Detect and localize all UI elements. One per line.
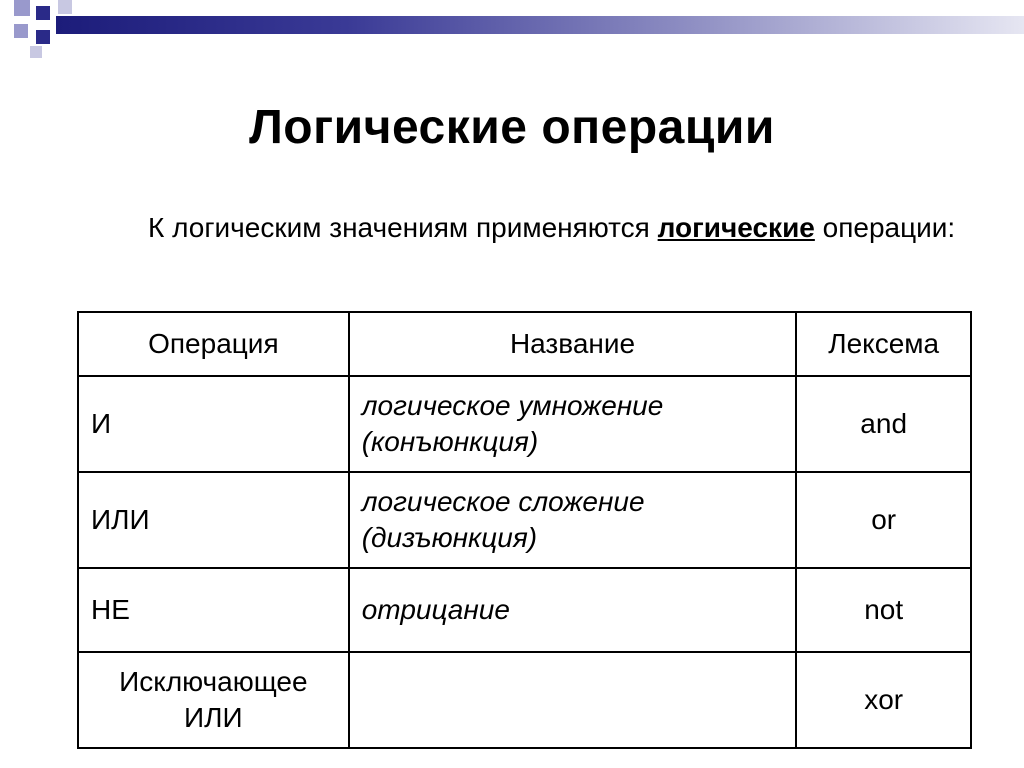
- operation-cell: ИЛИ: [78, 472, 349, 568]
- intro-text: К логическим значениям применяются: [148, 212, 658, 243]
- name-cell: [349, 376, 797, 472]
- intro-text-end: операции:: [814, 212, 956, 243]
- header-operation: Операция: [78, 312, 349, 376]
- deco-square-icon: [36, 30, 50, 44]
- table-header-row: [78, 312, 971, 376]
- intro-emphasis: логические: [657, 212, 815, 243]
- name-line: (конъюнкция): [361, 426, 539, 457]
- lexeme-cell: or: [796, 472, 971, 568]
- name-cell: [349, 652, 797, 748]
- name-cell: [349, 472, 797, 568]
- table-row: [78, 472, 971, 568]
- header-lexeme: Лексема: [796, 312, 971, 376]
- deco-square-icon: [14, 24, 28, 38]
- slide-title: Логические операции: [249, 101, 775, 154]
- operations-table: [77, 311, 972, 749]
- name-line: логическое сложение: [361, 486, 645, 517]
- header-name: Название: [349, 312, 797, 376]
- lexeme-cell: xor: [796, 652, 971, 748]
- name-line: логическое умножение: [361, 390, 664, 421]
- deco-square-icon: [36, 6, 50, 20]
- operation-cell: И: [78, 376, 349, 472]
- table-row: [78, 652, 971, 748]
- name-cell: отрицание: [349, 568, 797, 652]
- table-row: [78, 568, 971, 652]
- deco-square-icon: [14, 0, 30, 16]
- table-row: [78, 376, 971, 472]
- lexeme-cell: not: [796, 568, 971, 652]
- deco-square-icon: [30, 46, 42, 58]
- lexeme-cell: and: [796, 376, 971, 472]
- operation-line: ИЛИ: [184, 702, 243, 733]
- operation-line: Исключающее: [119, 666, 308, 697]
- name-line: (дизъюнкция): [361, 522, 538, 553]
- intro-paragraph: [86, 208, 976, 248]
- header-gradient-bar: [56, 16, 1024, 34]
- operation-cell: [78, 652, 349, 748]
- operation-cell: НЕ: [78, 568, 349, 652]
- deco-square-icon: [58, 0, 72, 14]
